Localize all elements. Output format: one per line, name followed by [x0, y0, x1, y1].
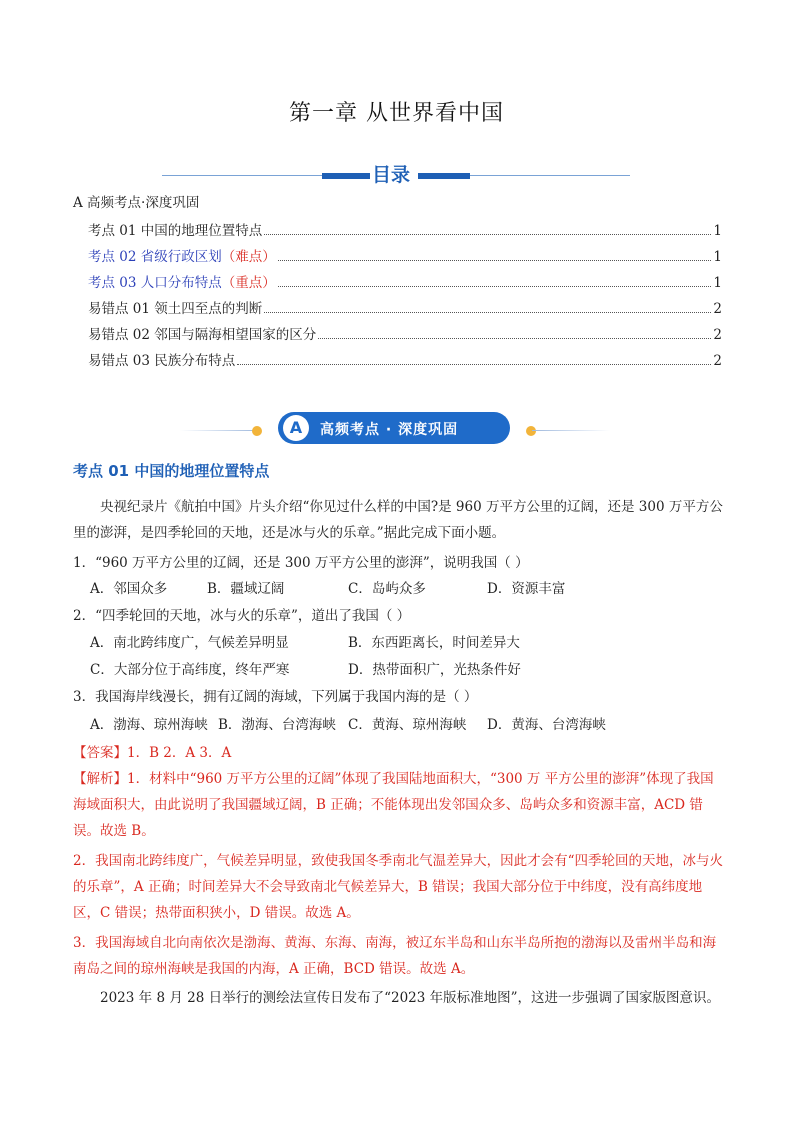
- toc-heading: [0, 160, 793, 188]
- banner-dot-left: [252, 426, 262, 436]
- toc-item-01[interactable]: [88, 219, 722, 239]
- toc-leader: [264, 301, 711, 313]
- toc-item-label: 考点 02 省级行政区划: [88, 249, 222, 265]
- closing-paragraph: 2023 年 8 月 28 日举行的测绘法宣传日发布了“2023 年版标准地图”，这进一步强调了国家版图意识。: [100, 990, 721, 1006]
- question-3-options: [0, 712, 793, 738]
- option-c: C．岛屿众多: [348, 581, 426, 597]
- toc-item-02[interactable]: [88, 245, 722, 265]
- toc-item-04[interactable]: [88, 297, 722, 317]
- toc-accent-left: [322, 173, 370, 179]
- toc-page-number: 2: [713, 353, 722, 369]
- toc-item-05[interactable]: [88, 323, 722, 343]
- toc-item-tag: （重点）: [221, 275, 276, 291]
- toc-item-03[interactable]: [88, 271, 722, 291]
- banner-letter: A: [283, 415, 309, 441]
- section-banner: [180, 408, 610, 448]
- toc-leader: [237, 353, 711, 365]
- banner-line-left: [180, 430, 258, 431]
- toc-page-number: 1: [713, 275, 722, 291]
- toc-item-label: 易错点 03 民族分布特点: [88, 353, 236, 369]
- toc-item-label: 易错点 01 领土四至点的判断: [88, 301, 263, 317]
- answer-line: 【答案】1．B 2．A 3．A: [73, 745, 232, 761]
- analysis-3: 3．我国海域自北向南依次是渤海、黄海、东海、南海，被辽东半岛和山东半岛所抱的渤海以及雷州半岛和海南岛之间的琼州海峡是我国的内海，A 正确，BCD 错误。故选 A。: [73, 935, 717, 977]
- toc-page-number: 2: [713, 301, 722, 317]
- banner-text: 高频考点 · 深度巩固: [320, 422, 459, 438]
- banner-dot-right: [526, 426, 536, 436]
- option-b: B．疆域辽阔: [207, 581, 285, 597]
- option-b: B．东西距离长，时间差异大: [348, 635, 520, 651]
- toc-page-number: 1: [713, 223, 722, 239]
- option-a: A．南北跨纬度广，气候差异明显: [90, 635, 289, 651]
- option-d: D．热带面积广，光热条件好: [348, 662, 521, 678]
- banner-line-right: [532, 430, 610, 431]
- toc-item-06[interactable]: [88, 349, 722, 369]
- toc-item-label: 易错点 02 邻国与隔海相望国家的区分: [88, 327, 317, 343]
- toc-item-tag: （难点）: [221, 249, 276, 265]
- question-1-stem: 1．“960 万平方公里的辽阔，还是 300 万平方公里的澎湃”，说明我国（ ）: [73, 555, 529, 571]
- toc-title: 目录: [372, 164, 411, 186]
- toc-leader: [264, 223, 711, 235]
- question-2-options-row1: [0, 630, 793, 656]
- toc-accent-right: [418, 173, 470, 179]
- option-d: D．资源丰富: [487, 581, 566, 597]
- section-title: 考点 01 中国的地理位置特点: [73, 462, 270, 480]
- toc-leader: [278, 275, 712, 287]
- question-1-options: [0, 576, 793, 602]
- page-title: 第一章 从世界看中国: [289, 101, 504, 126]
- option-c: C．大部分位于高纬度，终年严寒: [90, 662, 290, 678]
- toc-leader: [278, 249, 712, 261]
- toc-divider-right: [470, 175, 630, 176]
- analysis-2: 2．我国南北跨纬度广，气候差异明显，致使我国冬季南北气温差异大，因此才会有“四季轮回的天地，冰与火的乐章”，A 正确；时间差异大不会导致南北气候差异大，B 错误；我国大部分位于中纬度，没有高纬度地区，C 错误；热带面积狭小，D 错误。故选 A。: [73, 853, 723, 921]
- intro-paragraph: 央视纪录片《航拍中国》片头介绍“你见过什么样的中国?是 960 万平方公里的辽阔，还是 300 万平方公里的澎湃，是四季轮回的天地，还是冰与火的乐章。”据此完成下面小题。: [73, 499, 723, 541]
- question-3-stem: 3．我国海岸线漫长，拥有辽阔的海域，下列属于我国内海的是（ ）: [73, 689, 478, 705]
- toc-leader: [318, 327, 711, 339]
- question-2-options-row2: [0, 657, 793, 683]
- analysis-1: 【解析】1．材料中“960 万平方公里的辽阔”体现了我国陆地面积大，“300 万 平方公里的澎湃”体现了我国海域面积大，由此说明了我国疆域辽阔，B 正确；不能体现出发邻国众多、岛屿众多和资源丰富，ACD 错误。故选 B。: [73, 771, 714, 839]
- toc-page-number: 1: [713, 249, 722, 265]
- option-d: D．黄海、台湾海峡: [487, 717, 606, 733]
- option-a: A．渤海、琼州海峡: [90, 717, 208, 733]
- question-2-stem: 2．“四季轮回的天地，冰与火的乐章”，道出了我国（ ）: [73, 608, 411, 624]
- option-c: C．黄海、琼州海峡: [348, 717, 467, 733]
- toc-divider-left: [162, 175, 322, 176]
- toc-page-number: 2: [713, 327, 722, 343]
- option-a: A．邻国众多: [90, 581, 168, 597]
- toc-item-label: 考点 01 中国的地理位置特点: [88, 223, 263, 239]
- toc-item-label: 考点 03 人口分布特点: [88, 275, 222, 291]
- toc-section-a[interactable]: A 高频考点·深度巩固: [73, 195, 200, 211]
- option-b: B．渤海、台湾海峡: [218, 717, 336, 733]
